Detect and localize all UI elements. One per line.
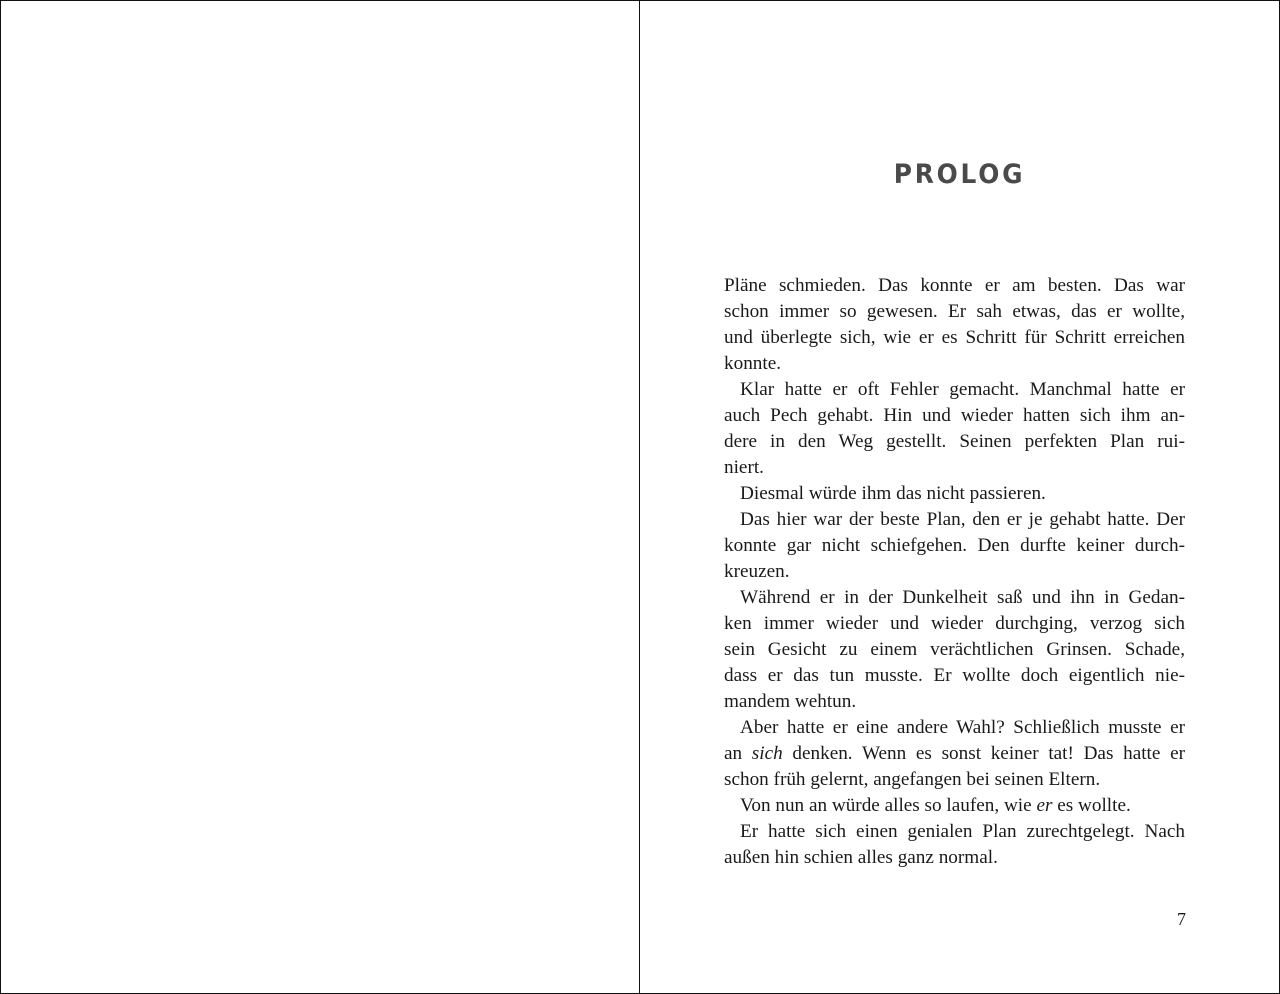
text-line: Diesmal würde ihm das nicht passieren.: [740, 483, 1046, 504]
text-line: sein Gesicht zu einem verächtlichen Grinsen. Schade,: [724, 639, 1185, 660]
body-text: [724, 273, 1185, 871]
text-line: außen hin schien alles ganz normal.: [724, 847, 998, 868]
text-line: Er hatte sich einen genialen Plan zurechtgelegt. Nach: [740, 821, 1185, 842]
text-line: Von nun an würde alles so laufen, wie er es wollte.: [740, 795, 1131, 816]
text-line: kreuzen.: [724, 561, 790, 582]
text-line: mandem wehtun.: [724, 691, 857, 712]
text-line: dere in den Weg gestellt. Seinen perfekten Plan rui-: [724, 431, 1185, 452]
text-line: konnte gar nicht schiefgehen. Den durfte keiner durch-: [724, 535, 1185, 556]
chapter-title: PROLOG: [893, 159, 1026, 190]
page-number: 7: [1177, 909, 1186, 929]
emphasis: sich: [751, 743, 783, 764]
text-line: schon früh gelernt, angefangen bei seinen Eltern.: [724, 769, 1101, 790]
text-line: konnte.: [724, 353, 782, 374]
text-line: Klar hatte er oft Fehler gemacht. Manchmal hatte er: [740, 379, 1185, 400]
left-page-blank: [1, 1, 640, 993]
text-line: Pläne schmieden. Das konnte er am besten. Das war: [724, 275, 1185, 296]
text-line: auch Pech gehabt. Hin und wieder hatten sich ihm an-: [724, 405, 1185, 426]
text-line: und überlegte sich, wie er es Schritt für Schritt erreichen: [724, 327, 1185, 348]
text-line: dass er das tun musste. Er wollte doch eigentlich nie-: [724, 665, 1185, 686]
right-page: [640, 1, 1279, 993]
text-line: Während er in der Dunkelheit saß und ihn in Gedan-: [740, 587, 1185, 608]
text-line: ken immer wieder und wieder durchging, verzog sich: [724, 613, 1185, 634]
text-line: Das hier war der beste Plan, den er je gehabt hatte. Der: [740, 509, 1185, 530]
text-line: schon immer so gewesen. Er sah etwas, das er wollte,: [724, 301, 1185, 322]
text-line: niert.: [724, 457, 764, 478]
emphasis: er: [1036, 795, 1053, 816]
text-line: Aber hatte er eine andere Wahl? Schließlich musste er: [740, 717, 1185, 738]
text-line: an sich denken. Wenn es sonst keiner tat! Das hatte er: [724, 743, 1185, 764]
